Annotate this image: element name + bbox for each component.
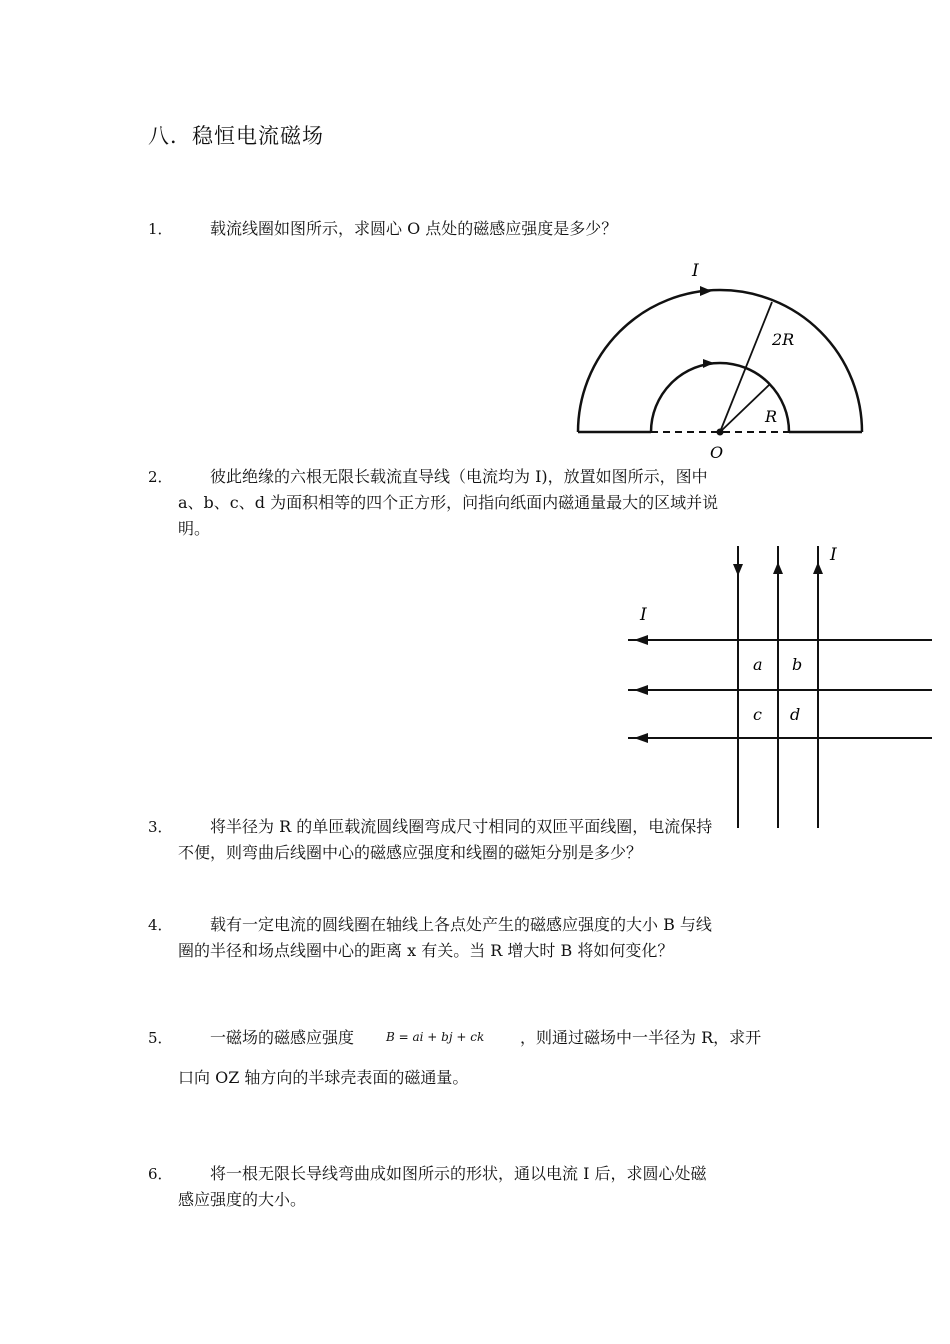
question-2-line-2: a、b、c、d 为面积相等的四个正方形，问指向纸面内磁通量最大的区域并说: [178, 493, 719, 512]
up-arrow-icon: [773, 562, 783, 574]
question-2-line-1: 彼此绝缘的六根无限长载流直导线（电流均为 I)，放置如图所示，图中: [210, 467, 708, 486]
left-arrow-icon: [634, 685, 648, 695]
region-d-label: d: [790, 705, 801, 724]
figure2-horizontal-current-label: I: [640, 605, 647, 625]
question-5-line-1a: 一磁场的磁感应强度: [210, 1028, 355, 1047]
figure1-center-label: O: [710, 443, 724, 462]
figure1-inner-label: R: [765, 407, 778, 426]
center-point: [717, 429, 724, 436]
question-3-number: 3．: [148, 818, 173, 836]
question-6-number: 6．: [148, 1165, 173, 1183]
figure1-current-label: I: [692, 261, 699, 281]
figure-current-loop: [560, 250, 880, 462]
question-4-line-1: 载有一定电流的圆线圈在轴线上各点处产生的磁感应强度的大小 B 与线: [210, 915, 712, 934]
inner-arrow-icon: [703, 359, 714, 368]
radius-R-line: [720, 385, 769, 432]
question-3-line-2: 不便，则弯曲后线圈中心的磁感应强度和线圈的磁矩分别是多少？: [178, 843, 643, 862]
question-6-line-1: 将一根无限长导线弯曲成如图所示的形状，通以电流 I 后，求圆心处磁: [210, 1164, 707, 1183]
up-arrow-icon: [813, 562, 823, 574]
question-5-formula: B = ai + bj + ck: [386, 1030, 485, 1044]
region-b-label: b: [792, 655, 803, 674]
region-c-label: c: [753, 705, 762, 724]
question-3-line-1: 将半径为 R 的单匝载流圆线圈弯成尺寸相同的双匝平面线圈，电流保持: [210, 817, 713, 836]
figure2-vertical-current-label: I: [830, 545, 837, 565]
question-4-number: 4．: [148, 916, 173, 934]
question-5-line-2: 口向 OZ 轴方向的半球壳表面的磁通量。: [178, 1068, 469, 1087]
question-5-number: 5．: [148, 1029, 173, 1047]
question-5-line-1b: ，则通过磁场中一半径为 R，求开: [520, 1028, 762, 1047]
left-arrow-icon: [634, 733, 648, 743]
question-4-line-2: 圈的半径和场点线圈中心的距离 x 有关。当 R 增大时 B 将如何变化？: [178, 941, 674, 960]
question-2-number: 2．: [148, 468, 173, 486]
section-title: 八．稳恒电流磁场: [148, 124, 324, 148]
figure-six-wires: [620, 538, 936, 838]
question-1-line-1: 载流线圈如图所示，求圆心 O 点处的磁感应强度是多少？: [210, 219, 618, 238]
question-6-line-2: 感应强度的大小。: [178, 1190, 307, 1209]
outer-arrow-icon: [700, 286, 712, 296]
down-arrow-icon: [733, 564, 743, 576]
figure1-outer-label: 2R: [772, 330, 795, 349]
left-arrow-icon: [634, 635, 648, 645]
region-a-label: a: [753, 655, 763, 674]
question-2-line-3: 明。: [178, 519, 211, 538]
outer-semicircle: [578, 290, 862, 432]
question-1-number: 1．: [148, 220, 173, 238]
